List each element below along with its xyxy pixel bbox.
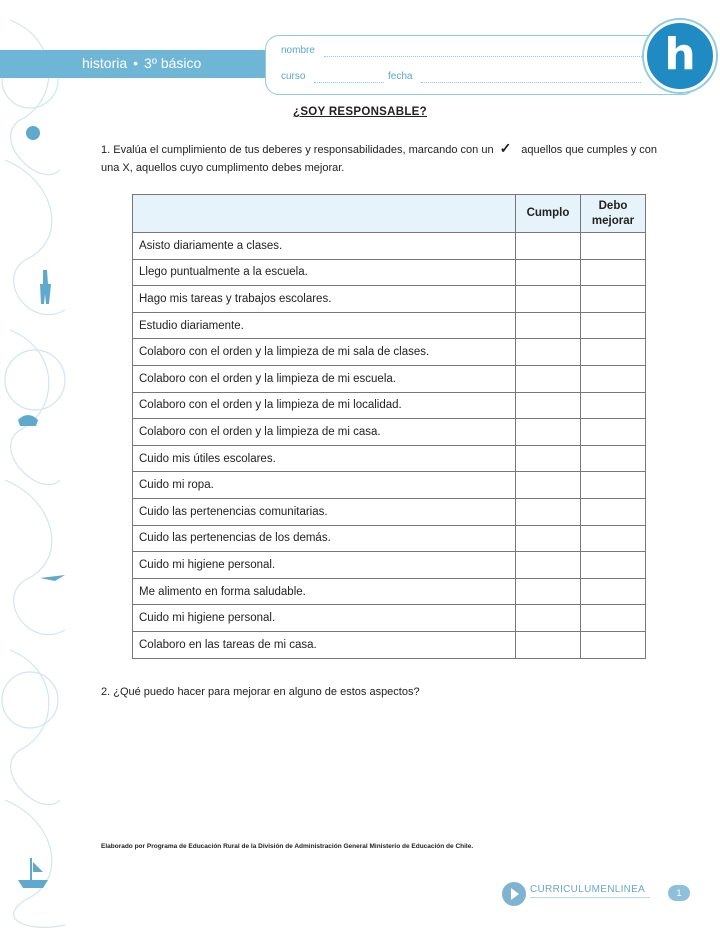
cumplo-cell[interactable] bbox=[516, 552, 581, 579]
row-label: Hago mis tareas y trabajos escolares. bbox=[133, 286, 516, 313]
table-row bbox=[133, 445, 646, 472]
table-row bbox=[133, 286, 646, 313]
header-cumplo: Cumplo bbox=[516, 195, 581, 233]
table-row bbox=[133, 419, 646, 446]
row-label: Estudio diariamente. bbox=[133, 312, 516, 339]
brand-name: CURRICULUMENLINEA bbox=[530, 884, 646, 895]
student-info-box bbox=[265, 35, 697, 95]
debo-mejorar-cell[interactable] bbox=[581, 392, 646, 419]
row-label: Asisto diariamente a clases. bbox=[133, 233, 516, 260]
debo-mejorar-cell[interactable] bbox=[581, 631, 646, 658]
question-1 bbox=[101, 139, 671, 177]
footer-credit: Elaborado por Programa de Educación Rural de la División de Administración General Ministerio de Educación de Chile. bbox=[101, 843, 474, 850]
table-row bbox=[133, 472, 646, 499]
page-number: 1 bbox=[668, 885, 690, 901]
responsibility-table bbox=[132, 194, 646, 659]
row-label: Colaboro con el orden y la limpieza de mi escuela. bbox=[133, 365, 516, 392]
table-row bbox=[133, 339, 646, 366]
row-label: Colaboro con el orden y la limpieza de mi localidad. bbox=[133, 392, 516, 419]
table-row bbox=[133, 631, 646, 658]
debo-mejorar-cell[interactable] bbox=[581, 552, 646, 579]
debo-mejorar-cell[interactable] bbox=[581, 605, 646, 632]
cumplo-cell[interactable] bbox=[516, 445, 581, 472]
cumplo-cell[interactable] bbox=[516, 578, 581, 605]
debo-mejorar-cell[interactable] bbox=[581, 498, 646, 525]
cumplo-cell[interactable] bbox=[516, 312, 581, 339]
debo-mejorar-cell[interactable] bbox=[581, 445, 646, 472]
debo-mejorar-cell[interactable] bbox=[581, 339, 646, 366]
row-label: Cuido las pertenencias comunitarias. bbox=[133, 498, 516, 525]
row-label: Cuido las pertenencias de los demás. bbox=[133, 525, 516, 552]
grade-label: 3º básico bbox=[144, 55, 202, 71]
cumplo-cell[interactable] bbox=[516, 259, 581, 286]
debo-mejorar-cell[interactable] bbox=[581, 233, 646, 260]
table-row bbox=[133, 552, 646, 579]
course-field[interactable] bbox=[314, 82, 384, 83]
table-row bbox=[133, 259, 646, 286]
cumplo-cell[interactable] bbox=[516, 525, 581, 552]
debo-mejorar-cell[interactable] bbox=[581, 312, 646, 339]
debo-mejorar-cell[interactable] bbox=[581, 419, 646, 446]
row-label: Cuido mi higiene personal. bbox=[133, 605, 516, 632]
logo-letter: h bbox=[664, 29, 696, 80]
subject-grade bbox=[82, 55, 201, 71]
table-row bbox=[133, 312, 646, 339]
row-label: Cuido mi higiene personal. bbox=[133, 552, 516, 579]
cumplo-cell[interactable] bbox=[516, 233, 581, 260]
cumplo-cell[interactable] bbox=[516, 631, 581, 658]
cumplo-cell[interactable] bbox=[516, 498, 581, 525]
cumplo-cell[interactable] bbox=[516, 472, 581, 499]
decorative-swirls bbox=[0, 0, 80, 933]
page-title: ¿SOY RESPONSABLE? bbox=[293, 106, 427, 118]
row-label: Colaboro con el orden y la limpieza de mi sala de clases. bbox=[133, 339, 516, 366]
cumplo-cell[interactable] bbox=[516, 419, 581, 446]
cumplo-cell[interactable] bbox=[516, 605, 581, 632]
table-row bbox=[133, 233, 646, 260]
date-field[interactable] bbox=[421, 82, 641, 83]
cumplo-cell[interactable] bbox=[516, 392, 581, 419]
name-label: nombre bbox=[281, 45, 315, 56]
row-label: Cuido mis útiles escolares. bbox=[133, 445, 516, 472]
header-debo-mejorar: Debo mejorar bbox=[581, 195, 646, 233]
cumplo-cell[interactable] bbox=[516, 365, 581, 392]
separator-dot: • bbox=[133, 55, 139, 71]
table-row bbox=[133, 605, 646, 632]
row-label: Colaboro con el orden y la limpieza de mi casa. bbox=[133, 419, 516, 446]
debo-mejorar-cell[interactable] bbox=[581, 365, 646, 392]
course-label: curso bbox=[281, 71, 306, 82]
debo-mejorar-cell[interactable] bbox=[581, 525, 646, 552]
row-label: Cuido mi ropa. bbox=[133, 472, 516, 499]
question-2: 2. ¿Qué puedo hacer para mejorar en alguno de estos aspectos? bbox=[101, 686, 420, 698]
table-row bbox=[133, 365, 646, 392]
question-1-part2: aquellos que cumples y con una X, aquellos cuyo cumplimento debes mejorar. bbox=[101, 144, 658, 174]
brand-footer bbox=[500, 880, 700, 910]
header-blank bbox=[133, 195, 516, 233]
cumplo-cell[interactable] bbox=[516, 339, 581, 366]
date-label: fecha bbox=[388, 71, 413, 82]
table-row bbox=[133, 578, 646, 605]
cumplo-cell[interactable] bbox=[516, 286, 581, 313]
checkmark-icon: ✓ bbox=[499, 140, 512, 156]
debo-mejorar-cell[interactable] bbox=[581, 259, 646, 286]
debo-mejorar-cell[interactable] bbox=[581, 472, 646, 499]
row-label: Me alimento en forma saludable. bbox=[133, 578, 516, 605]
brand-underline bbox=[530, 897, 650, 901]
table-row bbox=[133, 498, 646, 525]
table-header-row bbox=[133, 195, 646, 233]
subject-label: historia bbox=[82, 55, 128, 71]
question-1-part1: 1. Evalúa el cumplimiento de tus deberes y responsabilidades, marcando con un bbox=[101, 144, 494, 156]
table-row bbox=[133, 525, 646, 552]
name-field[interactable] bbox=[324, 56, 644, 57]
row-label: Colaboro en las tareas de mi casa. bbox=[133, 631, 516, 658]
row-label: Llego puntualmente a la escuela. bbox=[133, 259, 516, 286]
play-icon bbox=[502, 882, 526, 906]
debo-mejorar-cell[interactable] bbox=[581, 286, 646, 313]
logo bbox=[644, 20, 716, 92]
debo-mejorar-cell[interactable] bbox=[581, 578, 646, 605]
table-row bbox=[133, 392, 646, 419]
